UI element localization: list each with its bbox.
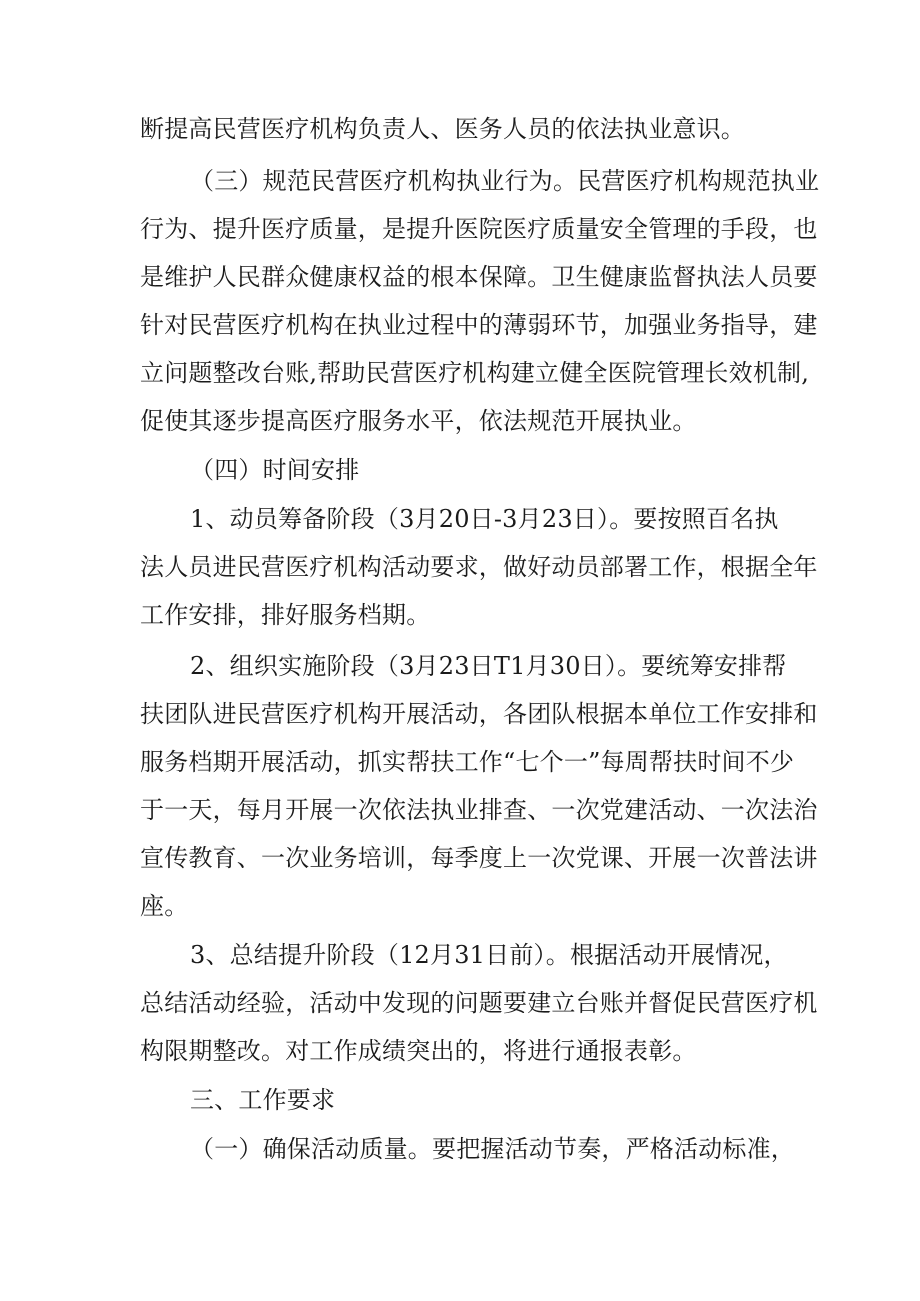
paragraph-line: 立问题整改台账,帮助民营医疗机构建立健全医院管理长效机制, (140, 359, 810, 387)
section-heading-line: （一）确保活动质量。要把握活动节奏，严格活动标准， (190, 1135, 795, 1163)
section-heading-line: （四）时间安排 (190, 456, 360, 484)
paragraph-line: 促使其逐步提高医疗服务水平，依法规范开展执业。 (140, 407, 697, 435)
paragraph-line: 断提高民营医疗机构负责人、医务人员的依法执业意识。 (140, 115, 745, 143)
paragraph-line: 工作安排，排好服务档期。 (140, 601, 431, 629)
section-heading-line: （三）规范民营医疗机构执业行为。民营医疗机构规范执业 (190, 167, 820, 195)
list-item-line: 3、总结提升阶段（12月31日前）。根据活动开展情况， (190, 941, 788, 969)
list-item-line: 2、组织实施阶段（3月23日T1月30日）。要统筹安排帮 (190, 652, 787, 680)
list-item-line: 1、动员筹备阶段（3月20日-3月23日）。要按照百名执 (190, 505, 779, 533)
paragraph-line: 座。 (140, 892, 189, 920)
paragraph-line: 服务档期开展活动，抓实帮扶工作“七个一”每周帮扶时间不少 (140, 748, 795, 776)
paragraph-line: 针对民营医疗机构在执业过程中的薄弱环节，加强业务指导，建 (140, 311, 818, 339)
paragraph-line: 行为、提升医疗质量，是提升医院医疗质量安全管理的手段，也 (140, 215, 818, 243)
paragraph-line: 构限期整改。对工作成绩突出的，将进行通报表彰。 (140, 1037, 697, 1065)
section-heading-line: 三、工作要求 (190, 1086, 336, 1114)
paragraph-line: 是维护人民群众健康权益的根本保障。卫生健康监督执法人员要 (140, 263, 818, 291)
paragraph-line: 扶团队进民营医疗机构开展活动，各团队根据本单位工作安排和 (140, 700, 818, 728)
paragraph-line: 总结活动经验，活动中发现的问题要建立台账并督促民营医疗机 (140, 989, 818, 1017)
paragraph-line: 宣传教育、一次业务培训，每季度上一次党课、开展一次普法讲 (140, 844, 818, 872)
paragraph-line: 法人员进民营医疗机构活动要求，做好动员部署工作，根据全年 (140, 553, 818, 581)
paragraph-line: 于一天，每月开展一次依法执业排查、一次党建活动、一次法治 (140, 796, 818, 824)
